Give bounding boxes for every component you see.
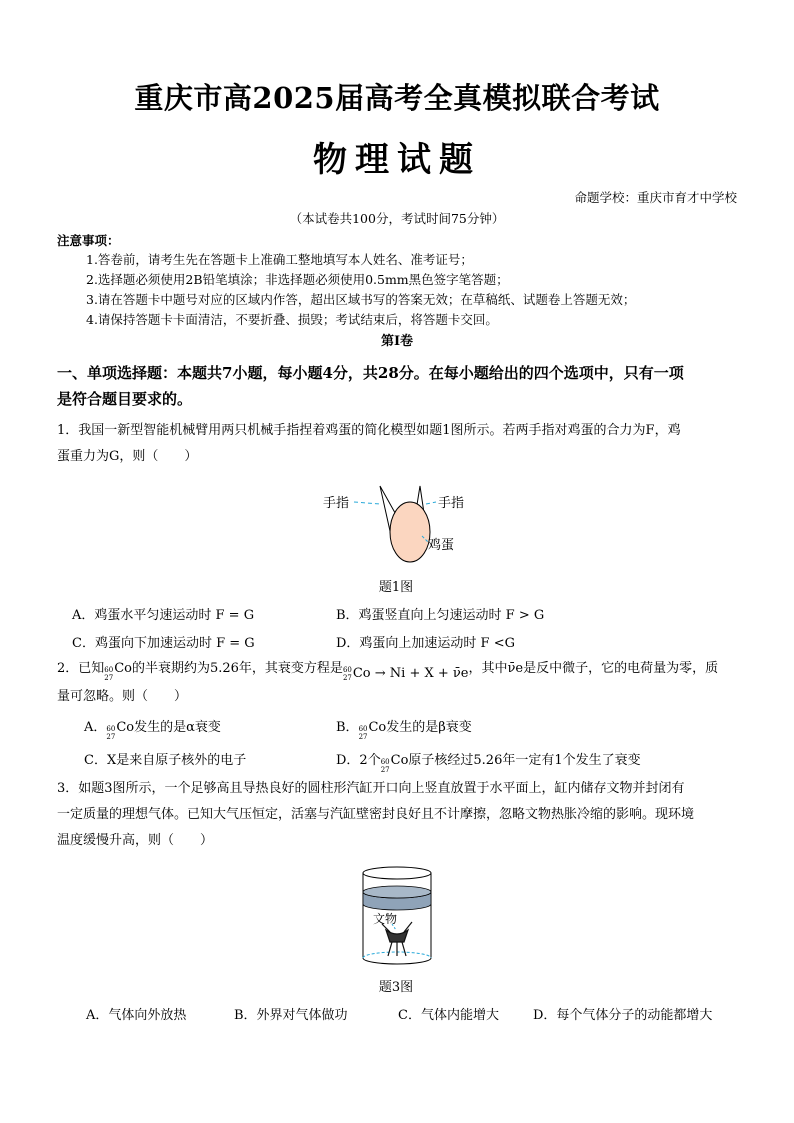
part-heading: 第Ⅰ卷 bbox=[380, 334, 414, 349]
leader-line-right bbox=[426, 502, 436, 504]
antineutrino-symbol: ν̄e bbox=[507, 661, 524, 676]
setter-school: 命题学校：重庆市育才中学校 bbox=[574, 190, 737, 205]
cylinder-top bbox=[363, 867, 431, 879]
notice-item: 3.请在答题卡中题号对应的区域内作答，超出区域书写的答案无效；在草稿纸、试题卷上答题无效； bbox=[86, 292, 636, 307]
figure-caption: 题1图 bbox=[378, 580, 414, 595]
q1-line: 蛋重力为G，则（ ） bbox=[57, 449, 198, 464]
section-heading bbox=[57, 360, 742, 412]
egg-icon bbox=[390, 502, 430, 562]
q2-option-b[interactable]: B． 60 27 Co发生的是β衰变 bbox=[336, 720, 472, 741]
q1-stem bbox=[57, 418, 742, 470]
q1-line: 1．我国一新型智能机械臂用两只机械手指捏着鸡蛋的简化模型如题1图所示。若两手指对鸡蛋的合力为F，鸡 bbox=[57, 423, 681, 438]
label-finger-left: 手指 bbox=[323, 496, 350, 511]
q3-line: 温度缓慢升高，则（ ） bbox=[57, 833, 214, 848]
label-relic: 文物 bbox=[373, 912, 398, 926]
section-line: 一、单项选择题：本题共7小题，每小题4分，共28分。在每小题给出的四个选项中，只有一项 bbox=[57, 364, 684, 382]
q1-option-d[interactable]: D．鸡蛋向上加速运动时 F <G bbox=[336, 636, 515, 651]
notice-item: 2.选择题必须使用2B铅笔填涂；非选择题必须使用0.5mm黑色签字笔答题； bbox=[86, 272, 509, 287]
q3-option-c[interactable]: C．气体内能增大 bbox=[398, 1008, 499, 1023]
exam-title: 重庆市高2025届高考全真模拟联合考试 bbox=[134, 81, 660, 115]
q2-option-d[interactable]: D．2个 60 27 Co原子核经过5.26年一定有1个发生了衰变 bbox=[336, 753, 641, 774]
notice-item: 4.请保持答题卡卡面清洁，不要折叠、损毁；考试结束后，将答题卡交回。 bbox=[86, 312, 498, 327]
q2-stem-line1: 2．已知 60 27 Co的半衰期约为5.26年，其衰变方程是 60 27 Co → Ni + X + ν̄e ，其中ν̄e是反中微子，它的电荷量为零，质 bbox=[57, 656, 742, 687]
q1-option-b[interactable]: B．鸡蛋竖直向上匀速运动时 F > G bbox=[336, 608, 545, 623]
notice-title: 注意事项： bbox=[57, 233, 120, 248]
q3-option-a[interactable]: A．气体向外放热 bbox=[86, 1008, 187, 1023]
relic-icon bbox=[382, 922, 412, 956]
q2-stem-line2: 量可忽略。则（ ） bbox=[57, 689, 188, 704]
q3-line: 一定质量的理想气体。已知大气压恒定，活塞与汽缸壁密封良好且不计摩擦，忽略文物热胀冷缩的影响。现环境 bbox=[57, 807, 695, 822]
q1-option-a[interactable]: A．鸡蛋水平匀速运动时 F = G bbox=[72, 608, 255, 623]
subject-title: 物理试题 bbox=[313, 140, 481, 180]
piston-icon bbox=[363, 886, 431, 910]
q2-option-c[interactable]: C．X是来自原子核外的电子 bbox=[84, 753, 247, 768]
q3-stem bbox=[57, 776, 742, 854]
q2-option-a[interactable]: A． 60 27 Co发生的是α衰变 bbox=[84, 720, 221, 741]
decay-equation: 60 27 Co → Ni + X + ν̄e bbox=[342, 666, 469, 682]
q3-option-b[interactable]: B．外界对气体做功 bbox=[234, 1008, 348, 1023]
figure-caption: 题3图 bbox=[378, 980, 414, 995]
leader-line-left bbox=[354, 502, 380, 504]
co60-nuclide: 60 27 bbox=[104, 666, 114, 682]
exam-info: （本试卷共100分，考试时间75分钟） bbox=[289, 211, 505, 226]
label-finger-right: 手指 bbox=[438, 496, 465, 511]
section-line: 是符合题目要求的。 bbox=[57, 390, 193, 408]
q1-option-c[interactable]: C．鸡蛋向下加速运动时 F = G bbox=[72, 636, 255, 651]
label-egg: 鸡蛋 bbox=[428, 538, 455, 553]
q3-option-d[interactable]: D．每个气体分子的动能都增大 bbox=[533, 1008, 713, 1023]
q3-line: 3．如题3图所示，一个足够高且导热良好的圆柱形汽缸开口向上竖直放置于水平面上，缸内储存文物并封闭有 bbox=[57, 781, 685, 796]
notice-item: 1.答卷前，请考生先在答题卡上准确工整地填写本人姓名、准考证号； bbox=[86, 252, 473, 267]
